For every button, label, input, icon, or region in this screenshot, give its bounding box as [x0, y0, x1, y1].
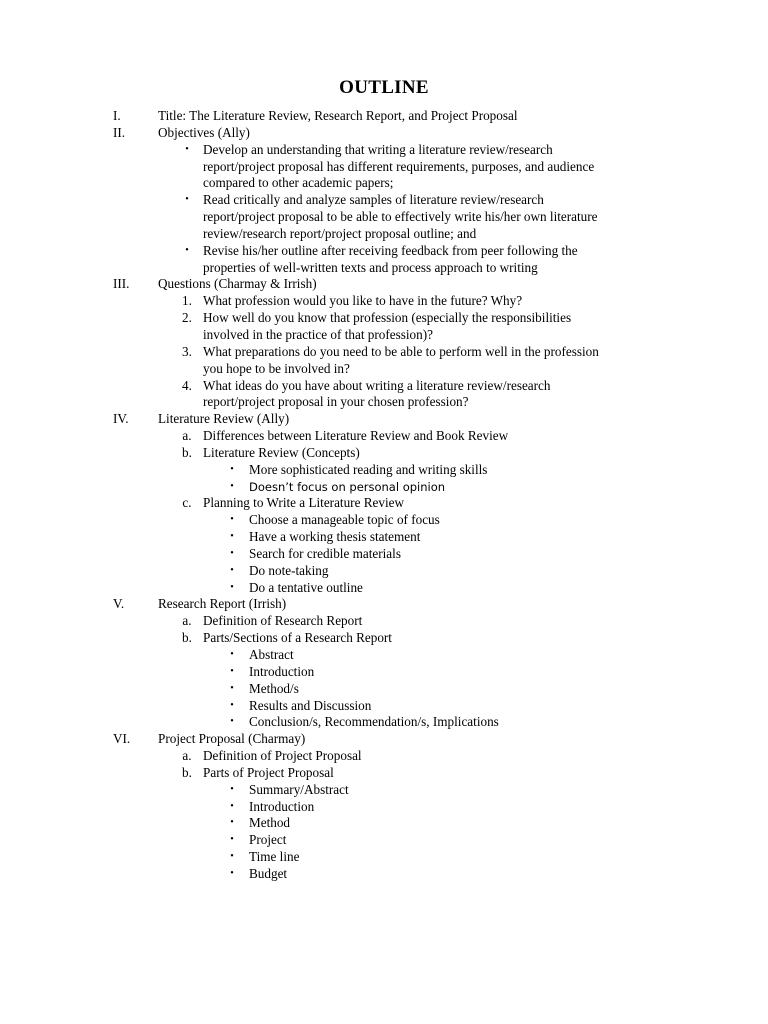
- outline-line-level-1: [0, 108, 768, 125]
- list-marker: 2.: [182, 310, 192, 326]
- bullet-icon: •: [230, 564, 234, 576]
- list-marker: a.: [182, 428, 192, 444]
- bullet-icon: •: [230, 665, 234, 677]
- outline-line-level-3: [0, 462, 768, 479]
- outline-text: Differences between Literature Review and Book Review: [203, 428, 509, 444]
- outline-text: involved in the practice of that profession)?: [203, 326, 433, 342]
- outline-text: Read critically and analyze samples of literature review/research: [203, 192, 544, 208]
- outline-text: What ideas do you have about writing a literature review/research: [203, 377, 551, 393]
- outline-text: Questions (Charmay & Irrish): [158, 276, 317, 292]
- bullet-icon: •: [230, 581, 234, 593]
- outline-line-level-2: [0, 344, 768, 361]
- outline-line-level-2: [0, 243, 768, 260]
- outline-text: Choose a manageable topic of focus: [249, 512, 440, 528]
- outline-text: How well do you know that profession (especially the responsibilities: [203, 310, 572, 326]
- outline-text: Summary/Abstract: [249, 781, 349, 797]
- outline-line-level-3: [0, 664, 768, 681]
- outline-line-level-2: [0, 394, 768, 411]
- bullet-icon: •: [230, 699, 234, 711]
- outline-line-level-3: [0, 563, 768, 580]
- outline-text: Have a working thesis statement: [249, 529, 421, 545]
- bullet-icon: •: [185, 143, 189, 155]
- outline-text: Title: The Literature Review, Research Report, and Project Proposal: [158, 108, 518, 123]
- outline-line-level-2: [0, 445, 768, 462]
- outline-text: Definition of Project Proposal: [203, 748, 362, 764]
- outline-text: Introduction: [249, 798, 315, 814]
- outline-text: compared to other academic papers;: [203, 175, 394, 191]
- outline-text: Planning to Write a Literature Review: [203, 495, 405, 511]
- outline-line-level-2: [0, 310, 768, 327]
- outline-text: Project: [249, 832, 287, 848]
- outline-line-level-3: [0, 849, 768, 866]
- outline-line-level-1: [0, 596, 768, 613]
- outline-text: Parts of Project Proposal: [203, 764, 334, 780]
- outline-line-level-3: [0, 832, 768, 849]
- bullet-icon: •: [230, 649, 234, 660]
- outline-text: Method: [249, 815, 291, 831]
- outline-line-level-1: [0, 125, 768, 142]
- outline-text: Doesn’t focus on personal opinion: [249, 479, 446, 494]
- bullet-icon: •: [230, 514, 234, 526]
- outline-line-level-2: [0, 142, 768, 159]
- outline-line-level-2: [0, 361, 768, 378]
- outline-line-level-2: [0, 209, 768, 226]
- outline-text: Method/s: [249, 680, 299, 696]
- list-marker: b.: [182, 764, 192, 780]
- outline-text: you hope to be involved in?: [203, 360, 350, 376]
- outline-text: Research Report (Irrish): [158, 596, 287, 612]
- list-marker: 3.: [182, 343, 192, 359]
- outline-line-level-3: [0, 714, 768, 731]
- outline-line-level-1: [0, 731, 768, 748]
- outline-text: report/project proposal to be able to effectively write his/her own literature: [203, 209, 598, 225]
- bullet-icon: •: [185, 244, 189, 256]
- outline-line-level-2: [0, 613, 768, 630]
- bullet-icon: •: [230, 463, 234, 475]
- outline-line-level-3: [0, 866, 768, 883]
- outline-text: report/project proposal in your chosen profession?: [203, 394, 469, 410]
- outline-line-level-3: [0, 512, 768, 529]
- outline-text: Parts/Sections of a Research Report: [203, 630, 392, 646]
- outline-line-level-3: [0, 799, 768, 816]
- list-marker: b.: [182, 444, 192, 460]
- list-marker: II.: [113, 124, 126, 140]
- outline-text: Project Proposal (Charmay): [158, 731, 306, 747]
- list-marker: c.: [182, 495, 192, 511]
- outline-line-level-3: [0, 580, 768, 597]
- outline-line-level-2: [0, 765, 768, 782]
- outline-text: What preparations do you need to be able to perform well in the profession: [203, 343, 599, 359]
- outline-line-level-2: [0, 495, 768, 512]
- list-marker: V.: [113, 596, 125, 612]
- list-marker: IV.: [113, 411, 129, 427]
- bullet-icon: •: [185, 194, 189, 206]
- outline-line-level-1: [0, 276, 768, 293]
- bullet-icon: •: [230, 547, 234, 559]
- bullet-icon: •: [230, 682, 234, 694]
- outline-line-level-2: [0, 428, 768, 445]
- outline-text: Time line: [249, 849, 300, 865]
- outline-text: Literature Review (Concepts): [203, 444, 360, 460]
- outline-line-level-2: [0, 378, 768, 395]
- outline-text: Revise his/her outline after receiving feedback from peer following the: [203, 242, 578, 258]
- outline-line-level-3: [0, 681, 768, 698]
- outline-line-level-2: [0, 327, 768, 344]
- bullet-icon: •: [230, 531, 234, 543]
- bullet-icon: •: [230, 783, 234, 795]
- outline-text: Objectives (Ally): [158, 124, 250, 140]
- outline-text: Do a tentative outline: [249, 579, 363, 595]
- document-title: OUTLINE: [339, 77, 429, 98]
- bullet-icon: •: [230, 834, 234, 846]
- outline-line-level-3: [0, 782, 768, 799]
- list-marker: a.: [182, 613, 192, 629]
- outline-text: Abstract: [249, 647, 294, 662]
- list-marker: I.: [113, 108, 121, 123]
- outline-text: Develop an understanding that writing a literature review/research: [203, 141, 553, 157]
- outline-line-level-3: [0, 698, 768, 715]
- list-marker: III.: [113, 276, 130, 292]
- outline-line-level-2: [0, 175, 768, 192]
- outline-line-level-2: [0, 748, 768, 765]
- outline-text: Budget: [249, 865, 288, 881]
- outline-text: Results and Discussion: [249, 697, 372, 713]
- outline-text: review/research report/project proposal outline; and: [203, 225, 477, 241]
- outline-line-level-3: [0, 479, 768, 496]
- list-marker: 1.: [182, 293, 192, 309]
- outline-line-level-2: [0, 192, 768, 209]
- outline-text: Definition of Research Report: [203, 613, 363, 629]
- bullet-icon: •: [230, 867, 234, 879]
- outline-list: [0, 108, 768, 883]
- outline-text: report/project proposal has different requirements, purposes, and audience: [203, 158, 595, 174]
- outline-line-level-2: [0, 159, 768, 176]
- outline-line-level-2: [0, 226, 768, 243]
- outline-text: Do note-taking: [249, 562, 329, 578]
- outline-text: Introduction: [249, 663, 315, 679]
- outline-line-level-3: [0, 529, 768, 546]
- outline-line-level-2: [0, 260, 768, 277]
- outline-text: More sophisticated reading and writing skills: [249, 461, 488, 477]
- outline-text: Search for credible materials: [249, 545, 401, 561]
- outline-line-level-3: [0, 647, 768, 664]
- bullet-icon: •: [230, 716, 234, 728]
- list-marker: a.: [182, 748, 192, 764]
- list-marker: 4.: [182, 377, 192, 393]
- outline-text: What profession would you like to have in the future? Why?: [203, 293, 523, 309]
- list-marker: b.: [182, 630, 192, 646]
- bullet-icon: •: [230, 480, 234, 492]
- outline-line-level-3: [0, 815, 768, 832]
- outline-line-level-2: [0, 630, 768, 647]
- outline-line-level-1: [0, 411, 768, 428]
- list-marker: VI.: [113, 731, 131, 747]
- outline-text: properties of well-written texts and process approach to writing: [203, 259, 538, 275]
- bullet-icon: •: [230, 800, 234, 812]
- bullet-icon: •: [230, 851, 234, 863]
- bullet-icon: •: [230, 817, 234, 829]
- outline-text: Conclusion/s, Recommendation/s, Implications: [249, 714, 499, 730]
- outline-line-level-2: [0, 293, 768, 310]
- outline-line-level-3: [0, 546, 768, 563]
- outline-text: Literature Review (Ally): [158, 411, 290, 427]
